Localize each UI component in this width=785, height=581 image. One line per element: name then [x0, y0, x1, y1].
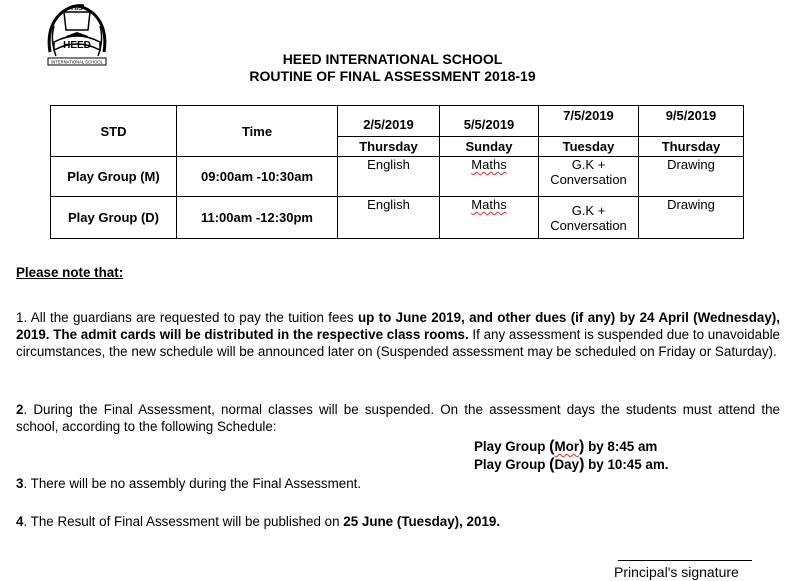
- signature-line: [618, 560, 752, 561]
- subject-text: Maths: [471, 197, 507, 212]
- note-number: 3: [16, 476, 24, 491]
- day-cell: Thursday: [338, 137, 440, 157]
- svg-text:HEED: HEED: [63, 40, 91, 51]
- date-cell: 9/5/2019: [639, 106, 744, 137]
- arrival-schedule: [474, 438, 669, 474]
- std-header: STD: [51, 106, 177, 157]
- subject-cell: [539, 157, 639, 197]
- subject-cell: [440, 197, 539, 239]
- school-name: HEED INTERNATIONAL SCHOOL: [282, 51, 503, 67]
- note-text: If any assessment is suspended due to unavoidable circumstances, the new schedule will be announced later on (Suspended assessment may be scheduled on Friday or Saturday).: [16, 327, 780, 359]
- subject-cell: [539, 197, 639, 239]
- schedule-line: Play Group (Day) by 10:45 am.: [474, 456, 669, 473]
- note-text: . During the Final Assessment, normal classes will be suspended. On the assessment days the students must attend the school, according to the following Schedule:: [16, 402, 780, 434]
- note-number: 2: [16, 402, 24, 417]
- schedule-line: Play Group (Mor) by 8:45 am: [474, 438, 658, 455]
- date-cell: 7/5/2019: [539, 106, 639, 137]
- day-cell: Thursday: [639, 137, 744, 157]
- std-cell: Play Group (M): [51, 157, 177, 197]
- note-number: 1.: [16, 310, 28, 325]
- svg-text:INTERNATIONAL SCHOOL: INTERNATIONAL SCHOOL: [51, 59, 103, 65]
- subject-line: Conversation: [550, 172, 627, 187]
- date-cell: 5/5/2019: [440, 106, 539, 137]
- note-number: 4: [16, 514, 24, 529]
- subject-line: Conversation: [550, 217, 627, 233]
- subject-cell: Drawing: [639, 157, 744, 197]
- time-cell: 09:00am -10:30am: [177, 157, 338, 197]
- notes-heading: Please note that:: [16, 265, 124, 280]
- table-row: [51, 157, 744, 197]
- table-row: [51, 197, 744, 239]
- note-text: All the guardians are requested to pay the tuition fees: [27, 310, 358, 325]
- subject-cell: English: [338, 197, 440, 239]
- date-cell: 2/5/2019: [338, 106, 440, 137]
- subject-line: G.K +: [571, 157, 606, 172]
- day-cell: Sunday: [440, 137, 539, 157]
- note-4: [16, 513, 500, 530]
- svg-text:HIS: HIS: [71, 5, 83, 12]
- note-text: . There will be no assembly during the Final Assessment.: [23, 476, 362, 491]
- subject-cell: English: [338, 157, 440, 197]
- note-2: [16, 401, 780, 435]
- routine-title: ROUTINE OF FINAL ASSESSMENT 2018-19: [249, 68, 536, 84]
- std-cell: Play Group (D): [51, 197, 177, 239]
- subject-line: G.K +: [571, 202, 606, 218]
- subject-cell: [440, 157, 539, 197]
- note-text: . The Result of Final Assessment will be published on: [23, 514, 344, 529]
- time-header: Time: [177, 106, 338, 157]
- result-date: 25 June (Tuesday), 2019.: [343, 514, 501, 529]
- note-1: [16, 309, 780, 360]
- subject-cell: Drawing: [639, 197, 744, 239]
- time-cell: 11:00am -12:30pm: [177, 197, 338, 239]
- principal-signature-label: Principal's signature: [614, 564, 739, 580]
- note-bold-text: up to June 2019, and other dues (if any) by 24 April (Wednesday), 2019. The admit cards will be distributed in the respective class rooms.: [16, 310, 780, 342]
- day-cell: Tuesday: [539, 137, 639, 157]
- routine-table: [50, 105, 744, 239]
- subject-text: Maths: [471, 157, 507, 172]
- note-3: [16, 475, 361, 492]
